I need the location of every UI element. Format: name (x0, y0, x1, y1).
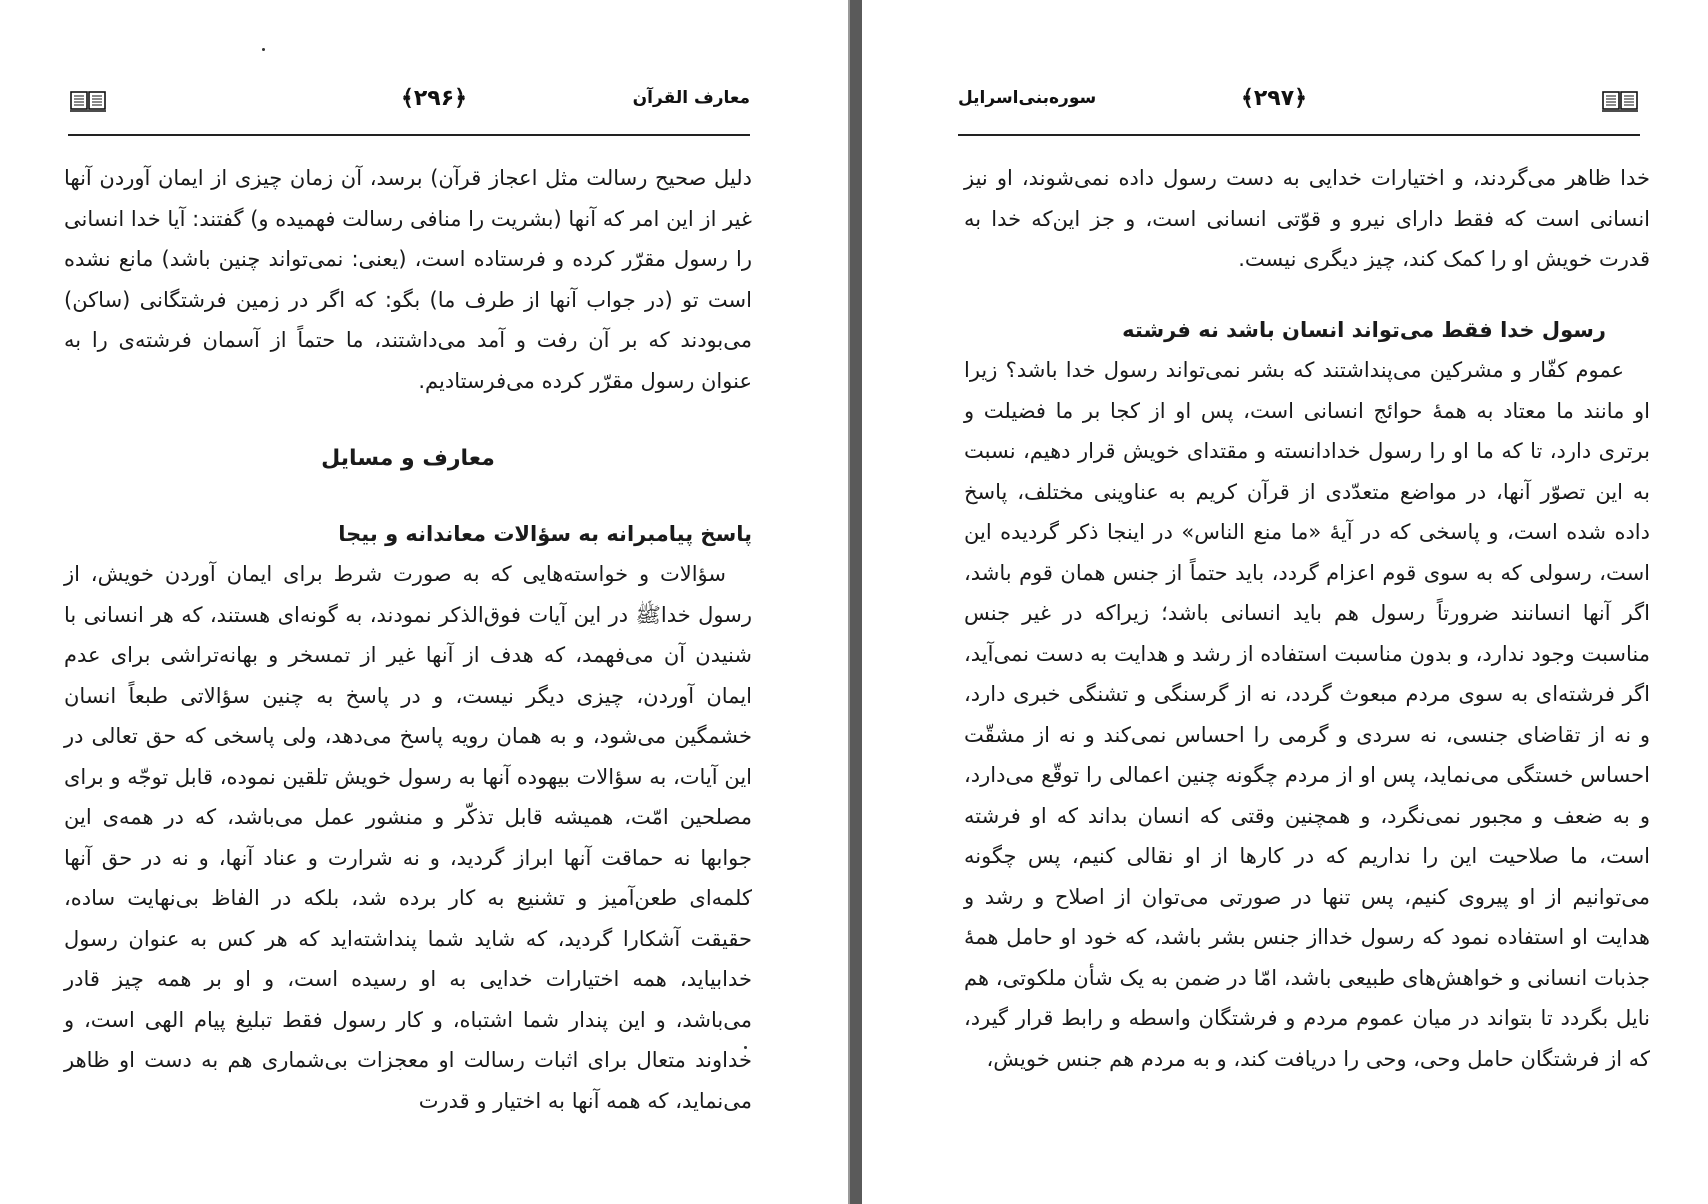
right-page-header (958, 86, 1640, 126)
running-title: سوره‌بنی‌اسرایل (958, 88, 1097, 108)
page-number: ﴿۲۹۶﴾ (400, 86, 468, 111)
running-title: معارف القرآن (632, 88, 750, 108)
left-page-body (64, 158, 752, 1121)
section-heading: معارف و مسایل (321, 446, 495, 471)
left-page (0, 0, 850, 1204)
sub-heading: پاسخ پیامبرانه به سؤالات معاندانه و بیجا (338, 521, 752, 546)
open-book-icon (70, 90, 106, 112)
sub-heading: رسول خدا فقط می‌تواند انسان باشد نه فرشته (1122, 317, 1606, 342)
paragraph: سؤالات و خواسته‌هایی که به صورت شرط برای ایمان آوردن خویش، از رسول خداﷺ در این آیات فوق‌الذکر نمودند، به گونه‌ای هستند، که هر انسانی با شنیدن آن می‌فهمد، که هدف از آنها غیر از تمسخر و بهانه‌تراشی برای عدم ایمان آوردن، چیزی دیگر نیست، و در پاسخ به چنین سؤالاتی طبعاً انسان خشمگین می‌شود، و به همان رویه پاسخ می‌دهد، ولی پاسخی که حق تعالی در این آیات، به سؤالات بیهوده آنها به رسول خویش تلقین نموده، قابل توجّه و برای مصلحین امّت، همیشه قابل تذکّر و منشور عمل می‌باشد، که در همه‌ی این جوابها نه حماقت آنها ابراز گردید، و نه شرارت و عناد آنها، و نه در حق آنها کلمه‌ای طعن‌آمیز و تشنیع به کار برده شد، بلکه در الفاظ بی‌نهایت ساده، حقیقت آشکارا گردید، که شاید شما پنداشته‌اید که هر کس به عنوان رسول خدابیاید، همه اختیارات خدایی به او رسیده است، و او بر همه چیز قادر می‌باشد، و این پندار شما اشتباه، و کار رسول فقط تبلیغ پیام الهی است، و خداوند متعال برای اثبات رسالت او معجزات بی‌شماری هم به دست او ظاهر می‌نماید، که همه آنها به اختیار و قدرت (64, 562, 752, 1113)
right-page (862, 0, 1708, 1204)
open-book-icon (1602, 90, 1638, 112)
scan-speck (262, 48, 265, 51)
paragraph: خدا ظاهر می‌گردند، و اختیارات خدایی به دست رسول داده نمی‌شوند، او نیز انسانی است که فقط دارای نیرو و قوّتی انسانی است، و جز این‌که خدا به قدرت خویش او را کمک کند، چیز دیگری نیست. (964, 166, 1650, 271)
left-page-header (68, 86, 750, 126)
book-gutter (850, 0, 862, 1204)
paragraph: دلیل صحیح رسالت مثل اعجاز قرآن) برسد، آن زمان چیزی از ایمان آوردن آنها غیر از این امر که آنها (بشریت را منافی رسالت فهمیده و) گفتند: آیا خدا انسانی را رسول مقرّر کرده و فرستاده است، (یعنی: نمی‌تواند چنین باشد) مانع نشده است تو (در جواب آنها از طرف ما) بگو: که اگر در زمین فرشتگانی (ساکن) می‌بودند که بر آن رفت و آمد می‌داشتند، ما حتماً از آسمان فرشته‌ی را به عنوان رسول مقرّر کرده می‌فرستادیم. (64, 166, 752, 393)
paragraph: عموم کفّار و مشرکین می‌پنداشتند که بشر نمی‌تواند رسول خدا باشد؟ زیرا او مانند ما معتاد به همهٔ حوائج انسانی است، پس او از کجا بر ما فضیلت و برتری دارد، تا که ما او را رسول خدادانسته و مقتدای خویش قرار دهیم، نسبت به این تصوّر آنها، در مواضع متعدّدی از قرآن کریم به عناوینی مختلف، پاسخ داده شده است، و پاسخی که در آیهٔ «ما منع الناس» در اینجا ذکر گردیده این است، رسولی که به سوی قوم اعزام گردد، باید حتماً از جنس همان قوم باشد، اگر آنها انسانند ضرورتاً رسول هم باید انسانی باشد؛ زیراکه در غیر جنس مناسبت وجود ندارد، و بدون مناسبت استفاده از رشد و هدایت به دست نمی‌آید، اگر فرشته‌ای به سوی مردم مبعوث گردد، نه از گرسنگی و تشنگی خبری دارد، و نه از تقاضای جنسی، نه سردی و گرمی را احساس نمی‌کند و نه از مشقّت احساس خستگی می‌نماید، پس او از مردم چگونه چنین اعمالی را توقّع می‌دارد، و به ضعف و مجبور نمی‌نگرد، و همچنین وقتی که انسان بداند که او فرشته است، ما صلاحیت این را نداریم که در کارها از او نقالی کنیم، پس چگونه می‌توانیم از او پیروی کنیم، پس تنها در صورتی می‌توان از اصلاح و رشد و هدایت او استفاده نمود که رسول خدااز جنس بشر باشد، که خود او حامل همهٔ جذبات انسانی و خواهش‌های طبیعی باشد، امّا در ضمن به یک شأن ملکوتی، هم نایل بگردد تا بتواند در میان عموم مردم و فرشتگان واسطه و رابط قرار گیرد، که از فرشتگان حامل وحی، وحی را دریافت کند، و به مردم هم جنس خویش، (964, 358, 1650, 1071)
right-page-body (964, 158, 1650, 1079)
header-rule (68, 134, 750, 136)
page-number: ﴿۲۹۷﴾ (1240, 86, 1308, 111)
header-rule (958, 134, 1640, 136)
